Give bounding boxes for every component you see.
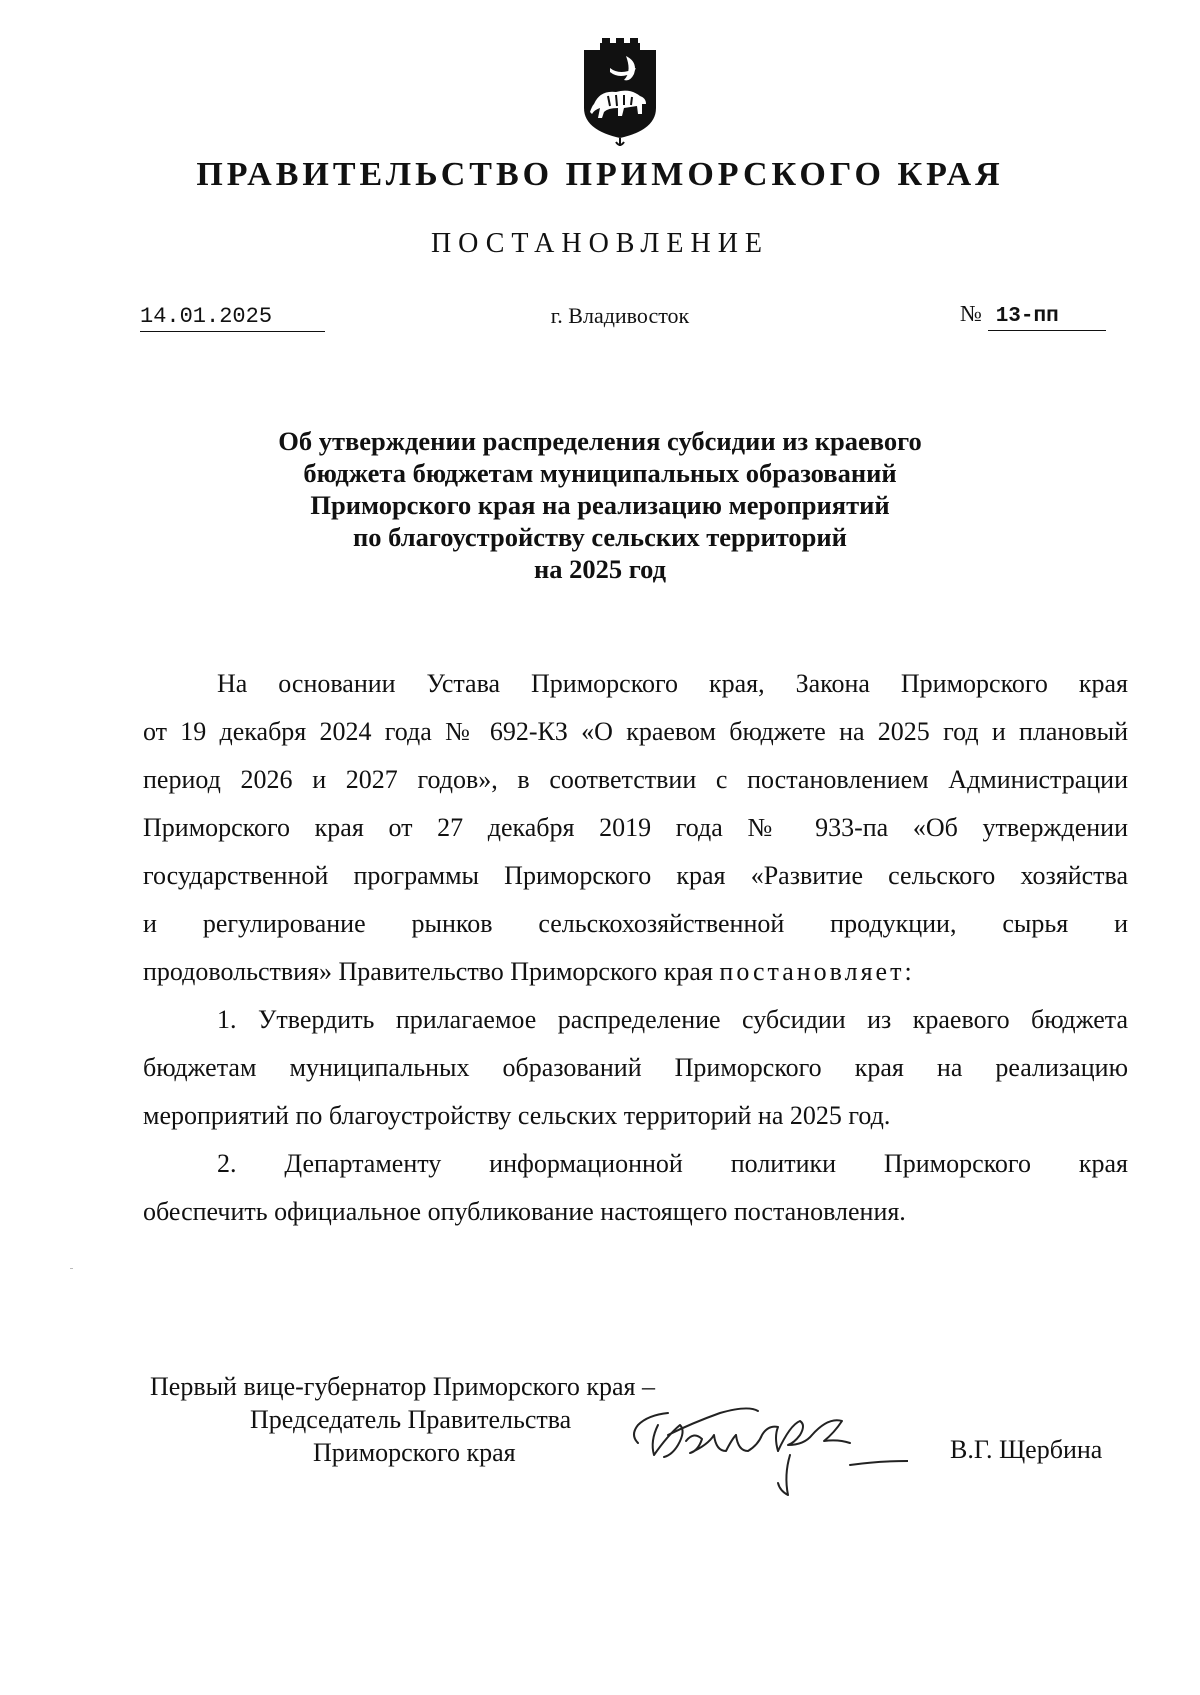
document-number-value: 13-пп [988, 305, 1106, 331]
government-title: ПРАВИТЕЛЬСТВО ПРИМОРСКОГО КРАЯ [196, 156, 1004, 193]
body-line: 2. Департаменту информационной политики Приморского края [217, 1149, 1128, 1178]
subject-line: бюджета бюджетам муниципальных образований [303, 458, 897, 488]
document-number [960, 301, 1106, 331]
body-line: обеспечить официальное опубликование настоящего постановления. [143, 1197, 906, 1226]
scan-artifact [70, 1268, 73, 1269]
body-line: На основании Устава Приморского края, Закона Приморского края [217, 669, 1128, 698]
subject-line: на 2025 год [533, 554, 667, 584]
handwritten-signature-icon [628, 1395, 908, 1505]
colon: : [904, 957, 912, 986]
body-line: от 19 декабря 2024 года № 692-КЗ «О краевом бюджете на 2025 год и плановый [143, 717, 1128, 746]
body-line: период 2026 и 2027 годов», в соответствии с постановлением Администрации [143, 765, 1128, 794]
signatory-position [150, 1370, 655, 1469]
body-line: мероприятий по благоустройству сельских территорий на 2025 год. [143, 1101, 891, 1130]
coat-of-arms-icon [580, 38, 660, 148]
body-line [143, 948, 1128, 996]
document-subject [200, 425, 1000, 585]
body-text: продовольствия» Правительство Приморского края [143, 957, 713, 986]
document-date: 14.01.2025 [140, 304, 325, 332]
position-line: Первый вице-губернатор Приморского края – [150, 1372, 655, 1401]
body-line: государственной программы Приморского края «Развитие сельского хозяйства [143, 861, 1128, 890]
body-line: Приморского края от 27 декабря 2019 года № 933-па «Об утверждении [143, 813, 1128, 842]
document-city: г. Владивосток [550, 303, 690, 328]
signatory-name: В.Г. Щербина [950, 1435, 1103, 1464]
subject-line: Приморского края на реализацию мероприятий [310, 490, 890, 520]
number-sign: № [960, 301, 982, 326]
body-line: бюджетам муниципальных образований Приморского края на реализацию [143, 1053, 1128, 1082]
subject-line: Об утверждении распределения субсидии из краевого [278, 426, 922, 456]
body-line: и регулирование рынков сельскохозяйственной продукции, сырья и [143, 909, 1128, 938]
position-line: Приморского края [313, 1438, 516, 1467]
document-body [143, 660, 1128, 1236]
document-type: ПОСТАНОВЛЕНИЕ [430, 228, 770, 259]
body-line: 1. Утвердить прилагаемое распределение субсидии из краевого бюджета [217, 1005, 1128, 1034]
subject-line: по благоустройству сельских территорий [353, 522, 847, 552]
position-line: Председатель Правительства [250, 1405, 572, 1434]
resolves-word: постановляет [719, 957, 905, 986]
